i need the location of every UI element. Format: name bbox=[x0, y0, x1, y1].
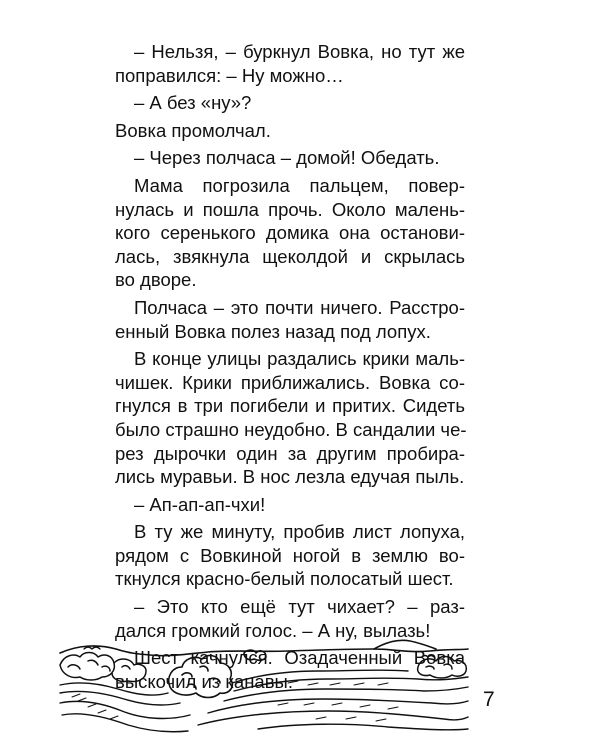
hatching-icon bbox=[72, 681, 398, 721]
text-line: енный Вовка полез назад под лопух. bbox=[115, 320, 431, 342]
bush-icon bbox=[60, 653, 146, 682]
text-line: В конце улицы раздались крики маль- bbox=[134, 348, 465, 370]
text-line: – Нельзя, – буркнул Вовка, но тут же bbox=[134, 41, 465, 62]
text-line: Полчаса – это почти ничего. Расстро- bbox=[134, 296, 465, 318]
text-line: было страшно неудобно. В сандалии че- bbox=[115, 418, 467, 440]
hills-icon bbox=[60, 640, 468, 655]
text-line: – Ап-ап-ап-чхи! bbox=[134, 493, 266, 515]
page-number: 7 bbox=[483, 688, 495, 711]
text-line: Вовка промолчал. bbox=[115, 119, 271, 141]
text-line: лась, звякнула щеколдой и скрылась bbox=[115, 245, 465, 267]
text-line: – А без «ну»? bbox=[134, 92, 252, 114]
text-line: лись муравьи. В нос лезла едучая пыль. bbox=[115, 466, 465, 488]
text-line: ткнулся красно-белый полосатый шест. bbox=[115, 568, 454, 590]
text-line: во дворе. bbox=[115, 269, 197, 291]
bush-icon bbox=[418, 657, 467, 679]
text-line: выскочил из канавы. bbox=[115, 670, 293, 692]
text-line: В ту же минуту, пробив лист лопуха, bbox=[134, 521, 465, 543]
text-line: Мама погрозила пальцем, повер- bbox=[134, 174, 465, 196]
text-line: поправился: – Ну можно… bbox=[115, 64, 344, 86]
text-line: нулась и пошла прочь. Около малень- bbox=[115, 198, 465, 220]
text-line: рядом с Вовкиной ногой в землю во- bbox=[115, 544, 465, 566]
field-lines-icon bbox=[60, 670, 468, 732]
text-line: дался громкий голос. – А ну, вылазь! bbox=[115, 619, 431, 641]
tree-icon bbox=[169, 650, 266, 698]
text-line: Шест качнулся. Озадаченный Вовка bbox=[134, 647, 465, 669]
story-text bbox=[115, 40, 465, 693]
text-line: кого серенького домика она останови- bbox=[115, 222, 465, 244]
landscape-illustration bbox=[58, 627, 470, 734]
text-line: – Через полчаса – домой! Обедать. bbox=[134, 147, 440, 169]
text-line: гнулся в три погибели и притих. Сидеть bbox=[115, 395, 465, 417]
text-line: – Это кто ещё тут чихает? – раз- bbox=[134, 596, 465, 618]
text-line: чишек. Крики приближались. Вовка со- bbox=[115, 371, 465, 393]
text-line: рез дырочки один за другим пробира- bbox=[115, 442, 465, 464]
